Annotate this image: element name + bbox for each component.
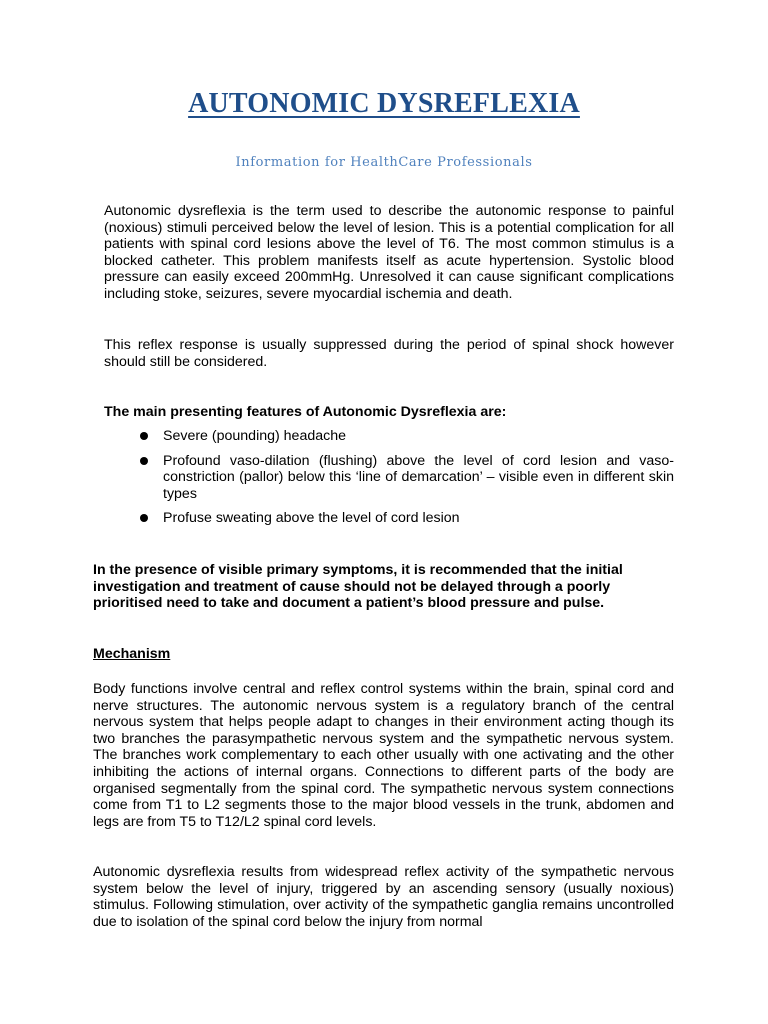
mechanism-paragraph-1: Body functions involve central and reflex control systems within the brain, spinal cord and nerve structures. The autonomic nervous system is a regulatory branch of the central nervous system that helps people adapt to changes in their environment acting though its two branches the parasympathetic nervous system and the sympathetic nervous system. The branches work complementary to each other usually with one activating and the other inhibiting the actions of internal organs. Connections to different parts of the body are organised segmentally from the spinal cord. The sympathetic nervous system connections come from T1 to L2 segments those to the major blood vessels in the trunk, abdomen and legs are from T5 to T12/L2 spinal cord levels. [93, 681, 674, 830]
bullet-icon [140, 432, 148, 440]
page-subtitle: Information for HealthCare Professionals [235, 155, 533, 170]
intro-paragraph: Autonomic dysreflexia is the term used to describe the autonomic response to painful (noxious) stimuli perceived below the level of lesion. This is a potential complication for all patients with spinal cord lesions above the level of T6. The most common stimulus is a blocked catheter. This problem manifests itself as acute hypertension. Systolic blood pressure can easily exceed 200mmHg. Unresolved it can cause significant complications including stoke, seizures, severe myocardial ischemia and death. [104, 203, 674, 302]
list-item [104, 510, 674, 527]
features-heading: The main presenting features of Autonomic Dysreflexia are: [104, 404, 507, 420]
feature-text: Severe (pounding) headache [163, 428, 346, 444]
list-item [104, 428, 674, 445]
mechanism-heading: Mechanism [93, 646, 171, 662]
bullet-icon [140, 457, 148, 465]
mechanism-paragraph-2: Autonomic dysreflexia results from widespread reflex activity of the sympathetic nervous system below the level of injury, triggered by an ascending sensory (usually noxious) stimulus. Following stimulation, over activity of the sympathetic ganglia remains uncontrolled due to isolation of the spinal cord below the injury from normal [93, 864, 674, 930]
list-item [104, 453, 674, 503]
features-list [104, 428, 674, 535]
warning-paragraph: In the presence of visible primary symptoms, it is recommended that the initial investigation and treatment of cause should not be delayed through a poorly prioritised need to take and document a patient’s blood pressure and pulse. [93, 562, 623, 612]
feature-text: Profuse sweating above the level of cord lesion [163, 510, 460, 527]
feature-text: Profound vaso-dilation (flushing) above the level of cord lesion and vaso-constriction (pallor) below this ‘line of demarcation’ – visible even in different skin types [163, 452, 674, 502]
page-title: AUTONOMIC DYSREFLEXIA [188, 88, 580, 119]
bullet-icon [140, 514, 148, 522]
reflex-paragraph: This reflex response is usually suppressed during the period of spinal shock however should still be considered. [104, 337, 674, 370]
